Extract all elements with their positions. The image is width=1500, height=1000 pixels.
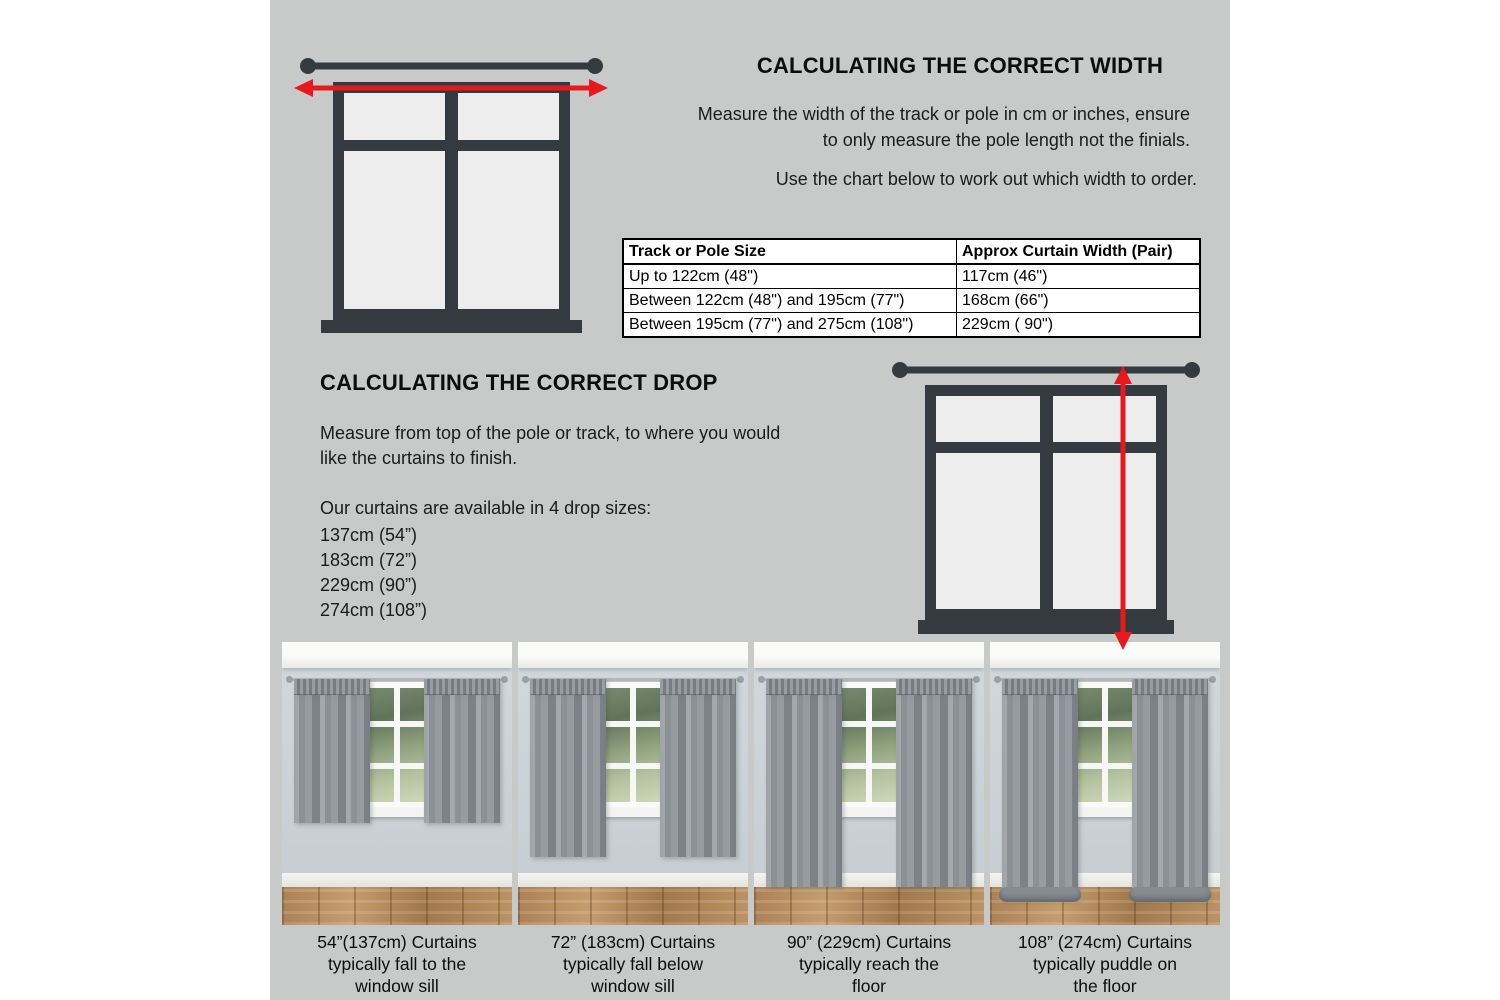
window-pane [1053,396,1156,442]
table-row [623,313,1200,338]
window-pane [458,93,559,140]
curtain-left [530,679,606,857]
curtain-examples-strip [282,642,1220,997]
drop-measuring-illustration [888,358,1204,660]
caption-line: typically reach the [798,954,940,974]
pole-finial [300,58,316,74]
wood-floor [518,887,748,925]
pole-finial [892,362,908,378]
window-pane [936,396,1040,442]
window-sill [918,620,1174,634]
paragraph-line: to only measure the pole length not the finials. [822,130,1190,150]
table-cell: Between 195cm (77") and 275cm (108") [623,313,957,338]
width-section-paragraph [698,101,1190,153]
paragraph-line: Measure from top of the pole or track, to where you would [320,423,781,443]
drop-sizes-intro: Our curtains are available in 4 drop sizes: [320,498,652,518]
photo-caption [282,931,512,997]
curtain-left [766,679,842,887]
curtain-photo [282,642,512,925]
caption-line: 108” (274cm) Curtains [1017,932,1193,952]
chart-hint-text: Use the chart below to work out which width to order. [775,169,1197,189]
width-measuring-illustration [290,52,612,338]
caption-line: typically fall to the [327,954,467,974]
wood-floor [282,887,512,925]
photo-caption [518,931,748,997]
photo-caption [990,931,1220,997]
window-pane [1053,453,1156,609]
window-pane [344,93,445,140]
caption-line: window sill [355,976,439,996]
width-section-title: CALCULATING THE CORRECT WIDTH [756,53,1164,78]
table-cell: 229cm ( 90") [957,313,1201,338]
window-pane [936,453,1040,609]
caption-line: 54”(137cm) Curtains [317,932,477,952]
caption-line: typically puddle on [1033,954,1177,974]
curtain-example-54 [282,642,512,997]
curtain-right [660,679,736,857]
wood-floor [754,887,984,925]
drop-section-paragraph [320,421,780,471]
curtain-left [1002,679,1078,900]
table-header [623,239,1200,264]
drop-size-item: 137cm (54”) [320,525,418,545]
window-pane [344,151,445,309]
window-sill [321,320,582,333]
table-cell: Between 122cm (48") and 195cm (77") [623,289,957,313]
curtain-right [1132,679,1208,900]
caption-line: window sill [591,976,675,996]
paragraph-line: Measure the width of the track or pole in cm or inches, ensure [697,104,1190,124]
table-cell: 168cm (66") [957,289,1201,313]
table-header-cell: Approx Curtain Width (Pair) [957,239,1201,264]
cornice [282,642,512,668]
skirting-board [518,873,748,887]
curtain-width-table [622,238,1201,338]
table-body [623,264,1200,337]
curtain-right [424,679,500,823]
table-row [623,264,1200,289]
cornice [518,642,748,668]
paragraph-line: like the curtains to finish. [320,448,518,468]
table-header-row [623,239,1200,264]
pole-finial [587,58,603,74]
window-pane [458,151,559,309]
curtain-example-108 [990,642,1220,997]
drop-size-item: 229cm (90”) [320,575,418,595]
curtain-photo [754,642,984,925]
drop-section-title: CALCULATING THE CORRECT DROP [320,370,718,395]
caption-line: floor [851,976,887,996]
pole-finial [1184,362,1200,378]
curtain-right [896,679,972,887]
caption-line: 72” (183cm) Curtains [550,932,716,952]
skirting-board [282,873,512,887]
caption-line: 90” (229cm) Curtains [786,932,952,952]
photo-caption [754,931,984,997]
drop-size-item: 183cm (72”) [320,550,418,570]
curtain-example-72 [518,642,748,997]
drop-size-item: 274cm (108”) [320,600,428,620]
table-row [623,289,1200,313]
curtain-example-90 [754,642,984,997]
curtain-photo [990,642,1220,925]
curtain-left [294,679,370,823]
table-cell: Up to 122cm (48") [623,264,957,289]
table-header-cell: Track or Pole Size [623,239,957,264]
caption-line: typically fall below [562,954,704,974]
drop-sizes-list [320,523,427,623]
caption-line: the floor [1073,976,1137,996]
curtain-photo [518,642,748,925]
table-cell: 117cm (46") [957,264,1201,289]
